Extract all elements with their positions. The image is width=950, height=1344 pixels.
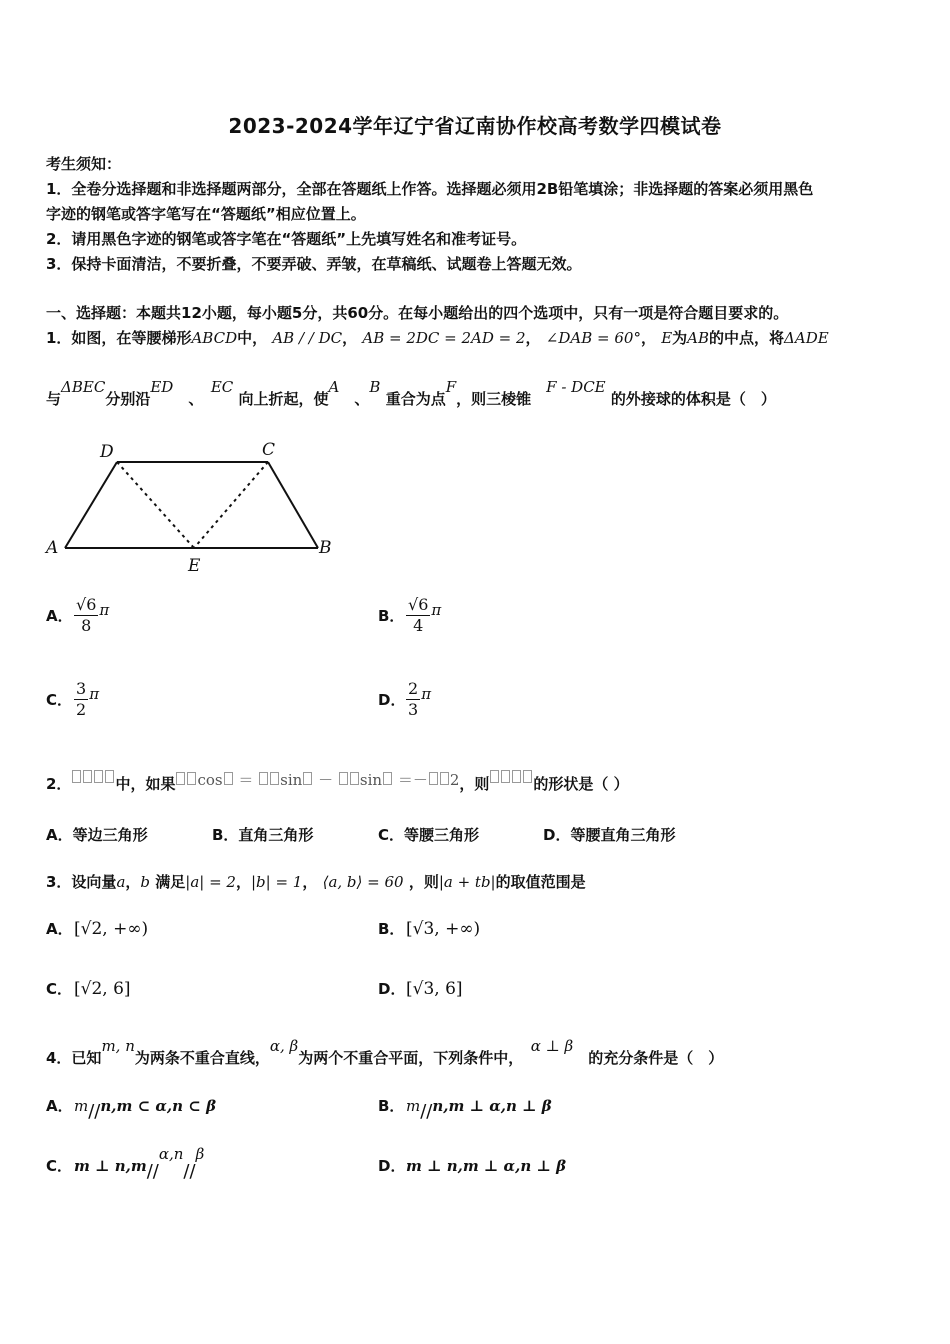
q3-stem: 3．设向量a，b 满足|a| = 2，|b| = 1， ⟨a, b⟩ = 60 ，则|a + tb|的取值范围是 <box>46 873 586 891</box>
q1-line-1: 1．如图，在等腰梯形ABCD中， AB / / DC， AB = 2DC = 2AD = 2， ∠DAB = 60°， E为AB的中点，将ΔADE <box>46 329 829 347</box>
q2-option-c[interactable]: C．等腰三角形 <box>378 826 480 844</box>
q1-line-2: 与ΔBEC分别沿ED 、 EC 向上折起，使A 、B 重合为点F，则三棱锥 F - DCE 的外接球的体积是（ ） <box>46 378 776 408</box>
notice-heading: 考生须知： <box>46 155 122 173</box>
q4-option-c[interactable]: C． m ⊥ n,m // α,n // β <box>46 1144 205 1182</box>
label-b: B <box>319 538 332 558</box>
label-d: D <box>100 442 114 462</box>
notice-line-3: 3．保持卡面清洁，不要折叠，不要弄破、弄皱，在草稿纸、试题卷上答题无效。 <box>46 255 582 273</box>
q3-option-c[interactable]: C． [√2, 6] <box>46 978 131 999</box>
notice-line-1b: 字迹的钢笔或答字笔写在“答题纸”相应位置上。 <box>46 205 366 223</box>
label-a: A <box>46 538 59 558</box>
notice-line-1a: 1．全卷分选择题和非选择题两部分，全部在答题纸上作答。选择题必须用2B铅笔填涂；非选择题的答案必须用黑色 <box>46 180 814 198</box>
fold-ce <box>194 462 268 548</box>
q3-option-b[interactable]: B． [√3, +∞) <box>378 918 481 939</box>
fold-de <box>117 462 194 548</box>
q4-stem: 4．已知m, n为两条不重合直线，α, β为两个不重合平面，下列条件中， α ⊥ β 的充分条件是（ ） <box>46 1037 724 1067</box>
q1-option-d[interactable]: D． $\frac{2}{3}$ π <box>378 679 432 720</box>
q2-option-a[interactable]: A．等边三角形 <box>46 826 148 844</box>
label-e: E <box>188 556 201 576</box>
q3-option-a[interactable]: A． [√2, +∞) <box>46 918 149 939</box>
notice-line-2: 2．请用黑色字迹的钢笔或答字笔在“答题纸”上先填写姓名和准考证号。 <box>46 230 527 248</box>
q2-option-d[interactable]: D．等腰直角三角形 <box>543 826 676 844</box>
q1-option-c[interactable]: C． $\frac{3}{2}$ π <box>46 679 100 720</box>
q4-option-d[interactable]: D． m ⊥ n,m ⊥ α,n ⊥ β <box>378 1156 567 1175</box>
label-c: C <box>262 440 276 460</box>
q4-option-a[interactable]: A． m // n,m ⊂ α,n ⊂ β <box>46 1096 217 1122</box>
q4-option-b[interactable]: B． m // n,m ⊥ α,n ⊥ β <box>378 1096 552 1122</box>
trapezoid-figure <box>40 435 340 580</box>
q2-option-b[interactable]: B．直角三角形 <box>212 826 314 844</box>
section-heading: 一、选择题：本题共12小题，每小题5分，共60分。在每小题给出的四个选项中，只有一项是符合题目要求的。 <box>46 304 789 322</box>
edge-ad <box>65 462 117 548</box>
q3-option-d[interactable]: D． [√3, 6] <box>378 978 463 999</box>
missing-glyph-boxes <box>71 769 115 787</box>
q1-option-b[interactable]: B． $\frac{√6}{4}$ π <box>378 595 442 636</box>
q2-stem: 2． 中，如果 cos ＝ sin － sin ＝－ 2，则 的形状是（ ） <box>46 771 629 793</box>
garbled-equation: cos ＝ sin － sin ＝－ 2 <box>175 771 459 789</box>
page-title: 2023-2024学年辽宁省辽南协作校高考数学四模试卷 <box>228 114 722 138</box>
edge-cb <box>268 462 318 548</box>
q1-option-a[interactable]: A． $\frac{√6}{8}$ π <box>46 595 110 636</box>
